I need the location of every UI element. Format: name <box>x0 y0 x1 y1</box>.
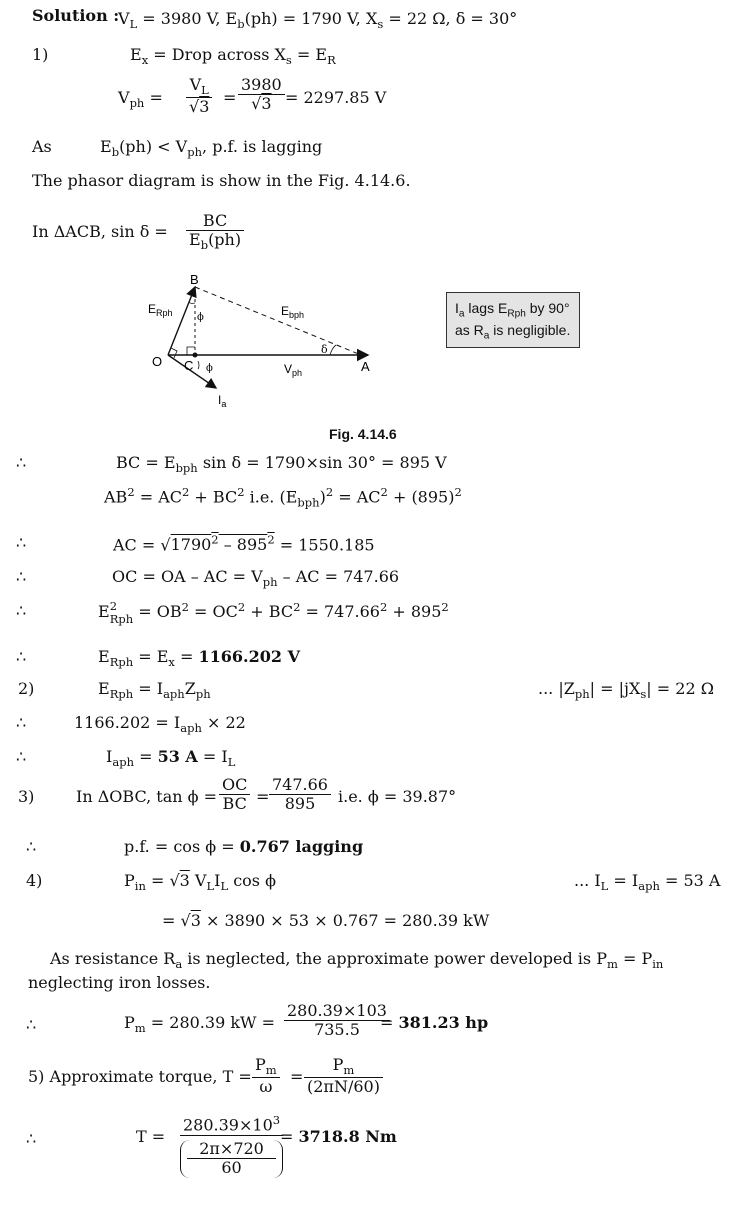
label-delta: δ <box>321 343 328 356</box>
tan-fraction-1: $\frac{OC}{BC}$ <box>219 776 250 814</box>
therefore-symbol: ∴ <box>26 1015 37 1034</box>
ab2-equation: $AB^2 = AC^2 + BC^2$ i.e. $(E_{bph})^2 = AC^2 + (895)^2$ <box>104 485 462 510</box>
phasor-sentence: The phasor diagram is show in the Fig. 4.14.6. <box>32 171 411 190</box>
therefore-symbol: ∴ <box>16 567 27 586</box>
therefore-symbol: ∴ <box>16 601 27 620</box>
figure-caption: Fig. 4.14.6 <box>329 426 397 442</box>
torque-fraction-1: $\frac{P_m}{\omega}$ <box>252 1056 280 1097</box>
therefore-symbol: ∴ <box>26 1129 37 1148</box>
therefore-symbol: ∴ <box>26 837 37 856</box>
label-ia: $I_a$ <box>218 393 227 409</box>
therefore-symbol: ∴ <box>16 747 27 766</box>
ebph-phasor <box>195 287 361 355</box>
torque-result: = 3718.8 Nm <box>280 1127 397 1146</box>
erph-squared-equation: E 2 Rph = $OB^2 = OC^2 + BC^2 = 747.66^2 + 895^2$ <box>98 599 449 626</box>
step2-number: 2) <box>18 679 35 698</box>
erph-zph-equation: $E_{Rph} = I_{aph}Z_{ph}$ <box>98 679 211 702</box>
tan-lhs: In ΔOBC, tan ϕ = <box>76 787 218 806</box>
therefore-symbol: ∴ <box>16 647 27 666</box>
resistance-paragraph-line1: As resistance $R_a$ is neglected, the approximate power developed is $P_m = P_{in}$ <box>50 949 664 972</box>
sin-lhs: In ΔACB, sin δ = <box>32 222 168 241</box>
label-phi-bottom: ϕ <box>206 363 213 374</box>
step1-number: 1) <box>32 45 49 64</box>
pin-result: = √3 × 3890 × 53 × 0.767 = 280.39 kW <box>162 911 490 930</box>
label-ebph: $E_{bph}$ <box>281 304 305 320</box>
oc-equation: OC = OA – AC = $V_{ph}$ – AC = 747.66 <box>112 567 400 590</box>
pm-fraction: $\frac{280.39\times 103}{735.5}$ <box>284 1002 390 1040</box>
torque-fraction-final: $280.39\times 10^3$ 2π×720 60 <box>180 1114 283 1178</box>
phasor-note <box>446 292 580 348</box>
lagging-condition: $E_b(ph) < V_{ph}$, p.f. is lagging <box>100 137 323 160</box>
as-label: As <box>32 137 52 156</box>
step3-number: 3) <box>18 787 35 806</box>
therefore-symbol: ∴ <box>16 713 27 732</box>
vph-result: = 2297.85 V <box>285 88 387 107</box>
erph-phasor <box>168 287 195 355</box>
pm-lhs: $P_m = 280.39$ kW = <box>124 1013 275 1036</box>
vph-fraction-1: $\frac{V_L}{√3}$ <box>186 76 212 117</box>
label-b: B <box>190 272 199 287</box>
iaph-22-equation: $1166.202 = I_{aph} \times 22$ <box>74 713 246 736</box>
sin-fraction: $\frac{BC}{E_b(ph)}$ <box>186 212 244 253</box>
torque-fraction-2: $\frac{P_m}{(2\pi N/60)}$ <box>304 1056 383 1097</box>
vph-fraction-2: $\frac{3980}{√3}$ <box>238 76 285 114</box>
phi-result: i.e. ϕ = 39.87° <box>338 787 457 806</box>
pf-equation: p.f. = cos ϕ = 0.767 lagging <box>124 837 364 856</box>
note-line-1: $I_a$ lags $E_{Rph}$ by 90° <box>455 300 570 320</box>
pin-equation: $P_{in} = √3$ $V_LI_L$ cos ϕ <box>124 871 277 894</box>
erph-equation: $E_{Rph} = E_x = 1166.202$ V <box>98 647 300 670</box>
torque-label: 5) Approximate torque, T = <box>28 1067 252 1086</box>
vph-lhs: $V_{ph}$ = <box>118 88 163 111</box>
point-c <box>193 353 198 358</box>
pm-result: = 381.23 hp <box>380 1013 489 1032</box>
resistance-paragraph-line2: neglecting iron losses. <box>28 973 211 992</box>
label-o: O <box>152 354 163 369</box>
therefore-symbol: ∴ <box>16 453 27 472</box>
iaph-result: $I_{aph} = 53$ $A = I_L$ <box>106 747 236 770</box>
step4-number: 4) <box>26 871 43 890</box>
label-erph: $E_{Rph}$ <box>148 302 173 318</box>
therefore-symbol: ∴ <box>16 533 27 552</box>
solution-heading: Solution : <box>32 6 120 25</box>
ex-equation: $E_x$ = Drop across $X_s = E_R$ <box>130 45 336 68</box>
note-line-2: as $R_a$ is negligible. <box>455 322 571 342</box>
given-values: $V_L = 3980$ V, $E_b(ph) = 1790$ V, $X_s = 22$ Ω, δ = 30° <box>118 9 518 32</box>
label-phi-top: ϕ <box>197 312 204 323</box>
il-aside: ... $I_L = I_{aph} = 53$ A <box>574 871 721 894</box>
tan-fraction-2: $\frac{747.66}{895}$ <box>269 776 331 814</box>
torque-lhs: T = <box>136 1127 166 1146</box>
ac-equation: AC = $√1790^2 - 895^2 = 1550.185$ <box>113 533 375 555</box>
zph-aside: ... $|Z_{ph}| = |jX_s| = 22$ Ω <box>538 679 714 702</box>
bc-equation: BC = $E_{bph}$ sin δ = 1790×sin 30° = 895 V <box>116 453 447 476</box>
phasor-diagram <box>140 270 390 415</box>
label-a: A <box>361 359 370 374</box>
label-vph: $V_{ph}$ <box>284 362 303 378</box>
label-c: C <box>184 358 194 373</box>
